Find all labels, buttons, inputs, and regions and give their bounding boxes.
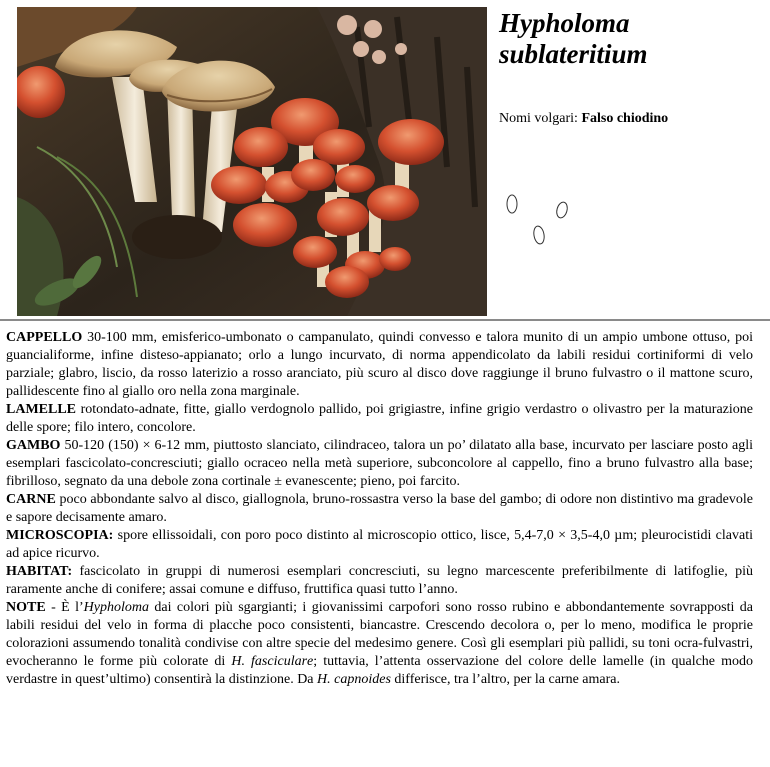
- genus-name: Hypholoma: [83, 600, 149, 615]
- section-label: LAMELLE: [6, 402, 77, 417]
- section-text: dai colori più sgargianti; i giovanissimi carpofori sono rosso rubino e abbondantemente sovrapposti da labili residui del velo in forma di placche poco consistenti, biancastre. Crescendo decolora o, per lo meno, modifica le proprie colorazioni assumendo tonalità condivise con altre specie del medesimo genere. Così gli esemplari più pallidi, su toni ocra-fulvastri, evocheranno le forme più colorate di: [6, 600, 753, 669]
- mushroom-photo: [17, 7, 487, 316]
- vernacular-label: Nomi volgari:: [499, 111, 578, 126]
- section-text: - È l’: [45, 600, 84, 615]
- section-text: differisce, tra l’altro, per la carne amara.: [390, 672, 620, 687]
- section-text: spore ellissoidali, con poro poco distinto al microscopio ottico, lisce, 5,4-7,0 × 3,5-4,0 µm; pleurocistidi clavati ad apice ricurvo.: [6, 528, 753, 561]
- section-label: CAPPELLO: [6, 330, 83, 345]
- section-cappello: [6, 329, 753, 401]
- species-genus: Hypholoma: [499, 8, 630, 38]
- spores-drawing: [500, 186, 580, 248]
- section-label: NOTE: [6, 600, 46, 615]
- section-habitat: [6, 563, 753, 599]
- section-text: 30-100 mm, emisferico-umbonato o campanulato, quindi convesso e talora munito di un ampio umbone ottuso, poi guancialiforme, infine disteso-appianato; orlo a lungo incurvato, di norma appendicolato da labili residui cortiniformi di velo parziale; glabro, liscio, da rosso laterizio a rosso aranciato, più scuro al disco dove raggiunge il bruno fulvastro o il mattone scuro, pallidescente fino al giallo oro nella zona marginale.: [6, 330, 753, 399]
- section-label: GAMBO: [6, 438, 61, 453]
- spore-shape: [507, 195, 517, 213]
- section-microscopia: [6, 527, 753, 563]
- species-description: [6, 329, 753, 689]
- section-divider: [0, 319, 770, 321]
- species-title: [499, 8, 764, 70]
- section-text: fascicolato in gruppi di numerosi esemplari concresciuti, su legno marcescente preferibilmente di latifoglie, più raramente anche di conifere; assai comune e diffuso, fruttifica quasi tutto l’anno.: [6, 564, 753, 597]
- vernacular-names: [499, 110, 668, 127]
- section-label: MICROSCOPIA:: [6, 528, 114, 543]
- species-epithet: sublateritium: [499, 39, 648, 69]
- section-label: CARNE: [6, 492, 56, 507]
- section-carne: [6, 491, 753, 527]
- species-name: H. fascicularе: [231, 654, 314, 669]
- spore-shape: [555, 201, 569, 219]
- section-text: poco abbondante salvo al disco, giallognola, bruno-rossastra verso la base del gambo; di odore non distintivo ma gradevole e sapore decisamente amaro.: [6, 492, 753, 525]
- spore-shape: [533, 225, 546, 244]
- section-text: ; tuttavia, l’attenta osservazione del colore delle lamelle (in qualche modo verdastre in quest’ultimo) consentirà la distinzione. Da: [6, 654, 753, 687]
- section-text: rotondato-adnate, fitte, giallo verdognolo pallido, poi grigiastre, infine grigio verdastro o olivastro per la maturazione delle spore; filo intero, concolore.: [6, 402, 753, 435]
- vernacular-value: Falso chiodino: [581, 111, 669, 126]
- section-label: HABITAT:: [6, 564, 73, 579]
- section-note: [6, 599, 753, 689]
- section-gambo: [6, 437, 753, 491]
- species-name: H. capnoides: [317, 672, 391, 687]
- section-lamelle: [6, 401, 753, 437]
- section-text: 50-120 (150) × 6-12 mm, piuttosto slanciato, cilindraceo, talora un po’ dilatato alla base, incurvato per lasciare posto agli esemplari fascicolato-concresciuti; giallo ocraceo nella metà superiore, subconcolore al cappello, fino a bruno fulvastro alla base; fibrilloso, segnato da una debole zona cortinale ± evanescente; pieno, poi farcito.: [6, 438, 753, 489]
